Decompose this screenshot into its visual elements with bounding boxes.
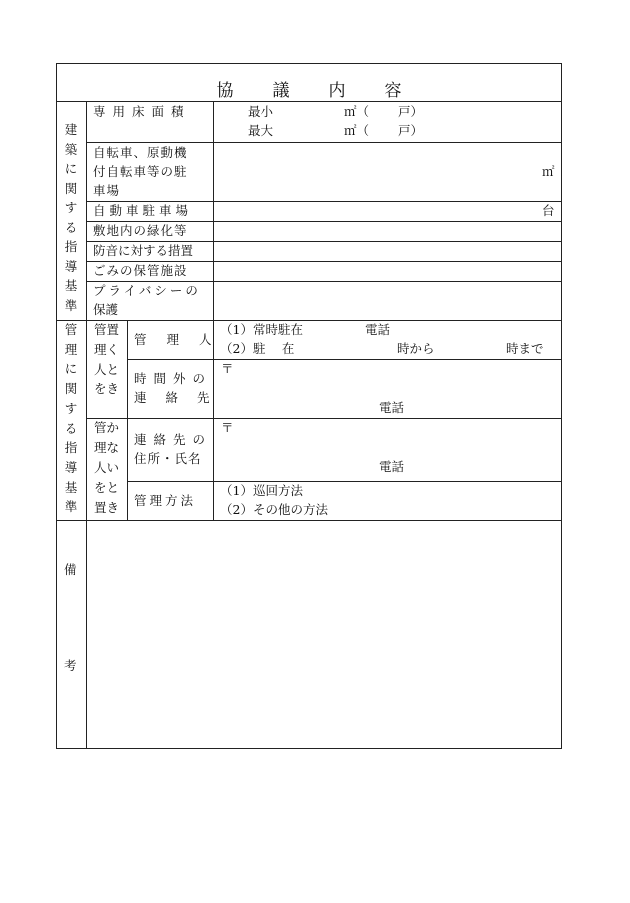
remarks-label: 考 [64, 658, 77, 673]
divider [127, 481, 562, 482]
after-hours-label: 連絡先 [134, 390, 229, 405]
floor-area-max-units-end: 戸） [398, 123, 424, 138]
divider [86, 142, 562, 143]
after-hours-label: 時間外の [134, 371, 213, 386]
divider [86, 241, 562, 242]
contact-postal-mark: 〒 [221, 420, 234, 435]
method-option-patrol: （1）巡回方法 [220, 483, 303, 498]
with-manager-label: 管置 理く 人と をき [93, 322, 119, 397]
divider [213, 101, 214, 520]
divider [86, 201, 562, 202]
remarks-label: 備 [64, 562, 77, 577]
car-parking-label: 自動車駐車場 [93, 203, 193, 218]
building-guidance-label: 建 築 に 関 す る 指 導 基 準 [64, 122, 78, 313]
garbage-label: ごみの保管施設 [93, 263, 188, 278]
contact-phone-label: 電話 [379, 459, 405, 474]
privacy-label: 保護 [93, 302, 119, 317]
greening-label: 敷地内の緑化等 [93, 223, 188, 238]
floor-area-max-unit: ㎡（ [344, 123, 370, 138]
car-parking-unit: 台 [542, 203, 555, 218]
management-method-label: 管理方法 [134, 493, 197, 508]
privacy-label: プライバシーの [93, 283, 201, 298]
divider [127, 359, 562, 360]
divider [127, 320, 128, 520]
bicycle-parking-label: 付自転車等の駐 [93, 164, 188, 179]
floor-area-min-label: 最小 [248, 104, 274, 119]
manager-stationed-from: 時から [397, 341, 435, 356]
without-manager-label: 管か 理な 人い をと 置き [93, 420, 119, 515]
divider [86, 221, 562, 222]
floor-area-label: 専用床面積 [93, 104, 191, 119]
contact-address-label: 連絡先の [134, 432, 213, 447]
manager-option-stationed: （2）駐 在 [220, 341, 295, 356]
manager-option-resident: （1）常時駐在 [220, 322, 303, 337]
manager-resident-phone-label: 電話 [365, 322, 391, 337]
manager-label: 管理人 [134, 332, 232, 347]
contact-address-label: 住所・氏名 [134, 451, 202, 466]
after-hours-postal-mark: 〒 [221, 361, 234, 376]
form-title: 協 議 内 容 [216, 81, 402, 101]
bicycle-parking-label: 自転車、原動機 [93, 145, 188, 160]
bicycle-parking-unit: ㎡ [542, 164, 555, 179]
divider [56, 320, 562, 321]
soundproof-label: 防音に対する措置 [93, 243, 194, 258]
floor-area-max-label: 最大 [248, 123, 274, 138]
floor-area-min-unit: ㎡（ [344, 104, 370, 119]
divider [86, 418, 562, 419]
method-option-other: （2）その他の方法 [220, 502, 328, 517]
management-guidance-label: 管 理 に 関 す る 指 導 基 準 [64, 322, 78, 515]
divider [86, 281, 562, 282]
after-hours-phone-label: 電話 [379, 400, 405, 415]
bicycle-parking-label: 車場 [93, 183, 121, 198]
divider [56, 520, 562, 521]
divider [86, 261, 562, 262]
manager-stationed-to: 時まで [506, 341, 544, 356]
floor-area-min-units-end: 戸） [398, 104, 424, 119]
divider [56, 101, 562, 102]
